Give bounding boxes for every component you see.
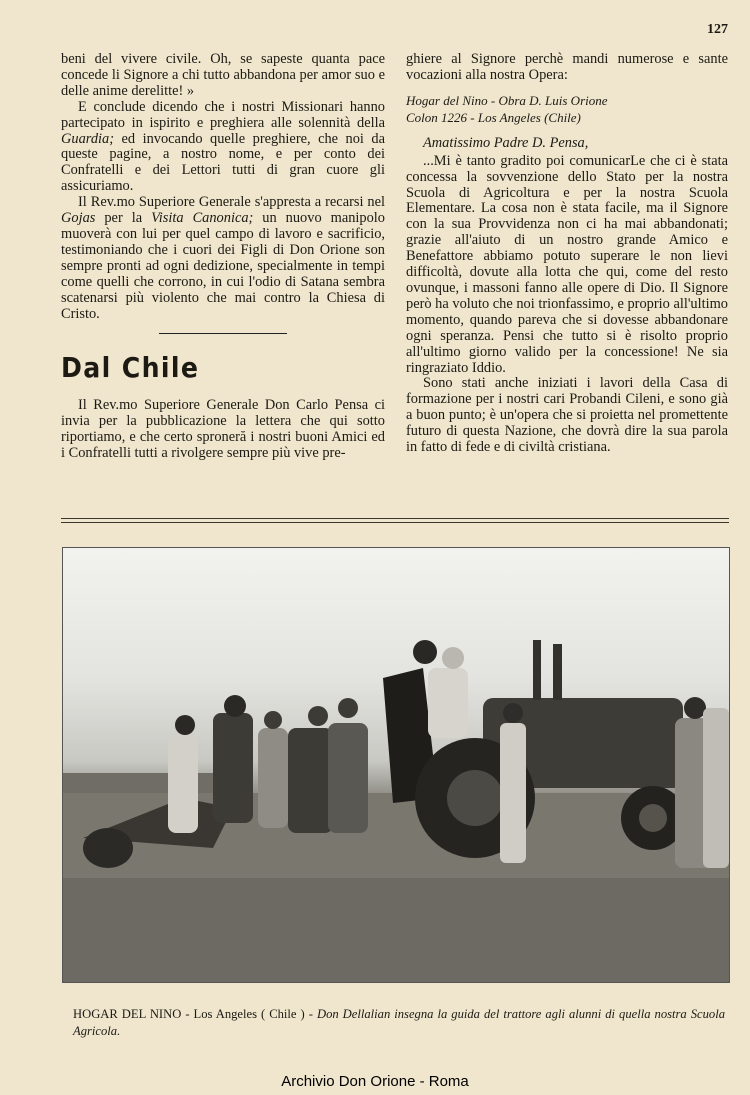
right-column bbox=[406, 52, 728, 456]
paragraph: ...Mi è tanto gradito poi comunicarLe che ci è stata concessa la sovvenzione dello Stato per la nostra Scuola di Agricoltura e per la nostra Scuola Elementare. La cosa non è stata facile, ma il Signore con la sua Provvidenza non ci ha mai abbandonati; grazie all'aiuto di un nostro grande Amico e Benefattore abbiamo potuto superare le non lievi difficoltà, dovute alla lotta che qui, come del resto ovunque, i massoni fanno alle opere di Dio. Il Signore però ha voluto che noi trionfassimo, e proprio all'ultimo momento, quando pareva che si dovesse abbandonare ogni speranza. Pensi che tutto si è risolto proprio all'ultimo giorno valido per la concessione! Ne sia ringraziato Iddio. bbox=[406, 152, 728, 376]
paragraph: E conclude dicendo che i nostri Missionari hanno partecipato in ispirito e preghiera alle solennità della Guardia; ed invocando quelle preghiere, che noi da queste pagine, a nostro nome, e per conto dei Confratelli e dei Lettori tutti di gran cuore gli assicuriamo. bbox=[61, 98, 385, 195]
letter-salutation: Amatissimo Padre D. Pensa, bbox=[423, 134, 589, 151]
paragraph: ghiere al Signore perchè mandi numerose e sante vocazioni alla nostra Opera: bbox=[406, 51, 728, 83]
paragraph: Il Rev.mo Superiore Generale Don Carlo Pensa ci invia per la pubblicazione la lettera che qui sotto riportiamo, e che certo sproneră i nostri buoni Amici ed i Confratelli tutti a rivolgere sempre più vive pre- bbox=[61, 397, 385, 462]
letter-address: Hogar del Nino - Obra D. Luis Orione Colon 1226 - Los Angeles (Chile) bbox=[406, 92, 608, 125]
paragraph: Il Rev.mo Superiore Generale s'appresta a recarsi nel Gojas per la Visita Canonica; un nuovo manipolo muoverà con lui per quel campo di lavoro e sacrificio, testimoniando che i cuori dei Figli di Don Orione son sempre pronti ad ogni dedizione, specialmente in tempi come quelli che corrono, in cui l'odio di Satana sembra scatenarsi più violento che mai contro la Chiesa di Cristo. bbox=[61, 194, 385, 322]
paragraph: beni del vivere civile. Oh, se sapeste quanta pace concede li Signore a chi tutto abbandona per amor suo e delle anime derelitte! » bbox=[61, 51, 385, 99]
photograph-tractor-school bbox=[62, 547, 730, 983]
double-rule bbox=[61, 518, 729, 526]
photo-illustration bbox=[63, 548, 729, 982]
paragraph: Sono stati anche iniziati i lavori della Casa di formazione per i nostri cari Probandi Cileni, e sono già a buon punto; è un'opera che si proietta nel promettente futuro di questa Nazione, che dovrà dire la sua parola in fatto di fede e di civiltà cristiana. bbox=[406, 375, 728, 456]
photo-caption: HOGAR DEL NINO - Los Angeles ( Chile ) - Don Dellalian insegna la guida del trattore agli alunni di quella nostra Scuola Agricola. bbox=[73, 1007, 726, 1038]
page-number: 127 bbox=[707, 22, 728, 37]
section-divider bbox=[159, 333, 287, 334]
archive-credit: Archivio Don Orione - Roma bbox=[281, 1073, 469, 1090]
section-heading: Dal Chile bbox=[61, 351, 200, 385]
left-column bbox=[61, 52, 385, 462]
